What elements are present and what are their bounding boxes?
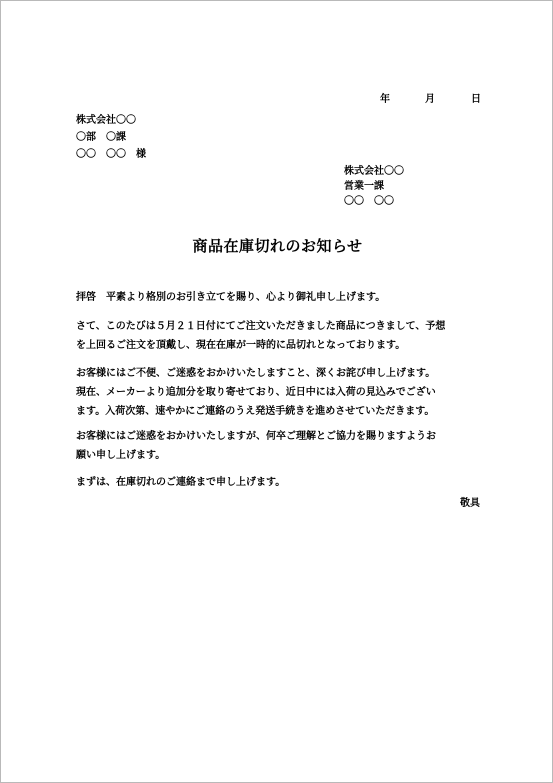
paragraph-line: を上回るご注文を頂戴し、現在在庫が一時的に品切れとなっております。 xyxy=(76,340,406,351)
paragraph-line: ます。入荷次第、速やかにご連絡のうえ発送手続きを進めさせていただきます。 xyxy=(76,406,435,417)
body-paragraph-3 xyxy=(76,427,486,465)
closing-word: 敬具 xyxy=(460,498,480,509)
paragraph-line: 現在、メーカーより追加分を取り寄せており、近日中には入荷の見込みでござい xyxy=(76,387,436,398)
document-title: 商品在庫切れのお知らせ xyxy=(192,237,363,255)
date-line xyxy=(380,94,482,106)
date-day: 日 xyxy=(471,94,481,105)
paragraph-line: 願い申し上げます。 xyxy=(76,450,166,461)
date-year: 年 xyxy=(380,94,390,105)
body-paragraph-1 xyxy=(76,317,486,355)
sender-company: 株式会社〇〇 xyxy=(344,166,404,177)
sender-name: 〇〇 〇〇 xyxy=(344,196,394,207)
date-month: 月 xyxy=(425,94,435,105)
paragraph-line: お客様にはご迷惑をおかけいたしますが、何卒ご理解とご協力を賜りますようお xyxy=(76,431,436,442)
paragraph-line: さて、このたびは５月２１日付にてご注文いただきました商品につきまして、予想 xyxy=(76,321,446,332)
closing-line: まずは、在庫切れのご連絡まで申し上げます。 xyxy=(76,477,286,488)
recipient-department: 〇部 〇課 xyxy=(76,132,126,143)
paragraph-line: お客様にはご不便、ご迷惑をおかけいたしますこと、深くお詫び申し上げます。 xyxy=(76,368,436,379)
sender-department: 営業一課 xyxy=(344,181,384,192)
body-paragraph-2 xyxy=(76,364,486,421)
greeting-paragraph xyxy=(76,288,486,307)
closing-paragraph xyxy=(76,473,486,492)
recipient-name: 〇〇 〇〇 様 xyxy=(76,149,146,160)
recipient-company: 株式会社〇〇 xyxy=(76,115,136,126)
greeting-line: 拝啓 平素より格別のお引き立てを賜り、心より御礼申し上げます。 xyxy=(76,292,386,303)
